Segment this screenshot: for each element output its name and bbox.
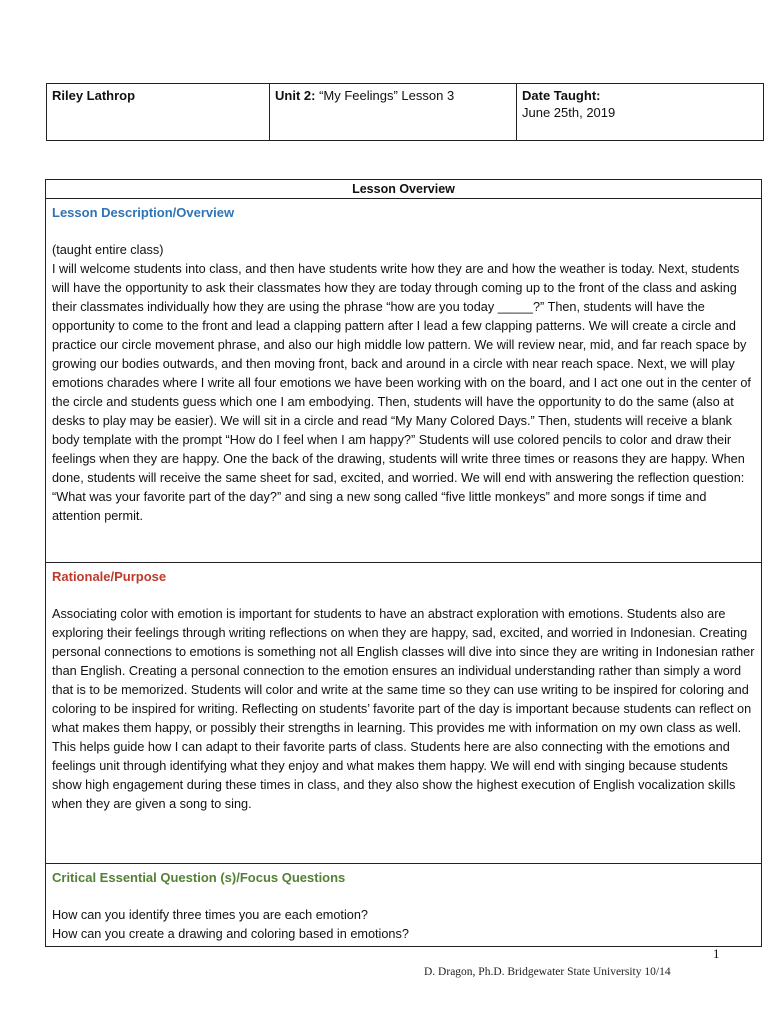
description-text: I will welcome students into class, and then have students write how they are and how the weather is today. Next, students will have the opportunity to ask their classmates how they are today through coming up to the front of the class and asking their classmates individually how they are using the phrase “how are you today _____?” Then, students will have the opportunity to come to the front and lead a clapping pattern after I lead a few clapping patterns. We will create a circle and practice our circle movement phrase, and also our high middle low pattern. We will review near, mid, and far reach space by growing our bodies outwards, and then moving front, back and around in a circle with near reach space. Next, we will play emotions charades where I write all four emotions we have been working with on the board, and I act one out in the center of the circle and students guess which one I am embodying. Then, students will have the opportunity to do the same (also at desks to play may be easier). We will sit in a circle and read “My Many Colored Days.” Then, students will receive a blank body template with the prompt “How do I feel when I am happy?” Students will use colored pencils to color and draw their feelings when they are happy. One the back of the drawing, students will write three times or reasons they are happy. When done, students will receive the same sheet for sad, excited, and worried. We will end with answering the reflection question: “What was your favorite part of the day?” and sing a new song called “five little monkeys” and more songs if time and attention permit. — [52, 262, 751, 523]
unit-cell — [270, 84, 517, 141]
header-table — [46, 83, 764, 141]
questions-section — [46, 864, 761, 946]
lesson-overview-table — [45, 179, 762, 947]
footer-credit: D. Dragon, Ph.D. Bridgewater State University 10/14 — [424, 966, 671, 978]
name-cell — [47, 84, 270, 141]
date-value: June 25th, 2019 — [522, 105, 616, 120]
description-note: (taught entire class) — [52, 243, 164, 257]
rationale-heading: Rationale/Purpose — [52, 569, 167, 584]
question-item: How can you create a drawing and coloring based in emotions? — [52, 927, 409, 941]
lesson-overview-title: Lesson Overview — [46, 180, 761, 199]
page-number: 1 — [713, 946, 720, 961]
rationale-text: Associating color with emotion is important for students to have an abstract exploration with emotions. Students also are exploring their feelings through writing reflections on when they are happy, sad, excited, and worried in Indonesian. Creating personal connections to emotions is something not all English classes will dive into since they are writing in Indonesian rather than English. Creating a personal connection to the emotion ensures an individual understanding rather than simply a word that is to be memorized. Students will color and write at the same time so they can use writing to be inspired for coloring and coloring to be inspired for writing. Reflecting on students’ favorite part of the day is important because students can reflect on what makes them happy, or possibly their strengths in learning. This provides me with information on my own class as well. This helps guide how I can adapt to their favorite parts of class. Students here are also connecting with the emotions and feelings unit through identifying what they enjoy and what makes them happy. We will end with singing because students show high engagement during these times in class, and they also show the highest execution of English vocalization skills when they are given a song to sing. — [52, 607, 755, 811]
questions-heading: Critical Essential Question (s)/Focus Questions — [52, 870, 346, 885]
date-label: Date Taught: — [522, 88, 601, 103]
unit-title: “My Feelings” Lesson 3 — [315, 88, 455, 103]
description-heading: Lesson Description/Overview — [52, 205, 235, 220]
description-section — [46, 199, 761, 563]
date-cell — [517, 84, 764, 141]
unit-label: Unit 2: — [275, 88, 316, 103]
rationale-section — [46, 563, 761, 864]
teacher-name: Riley Lathrop — [52, 88, 136, 103]
question-item: How can you identify three times you are each emotion? — [52, 908, 368, 922]
